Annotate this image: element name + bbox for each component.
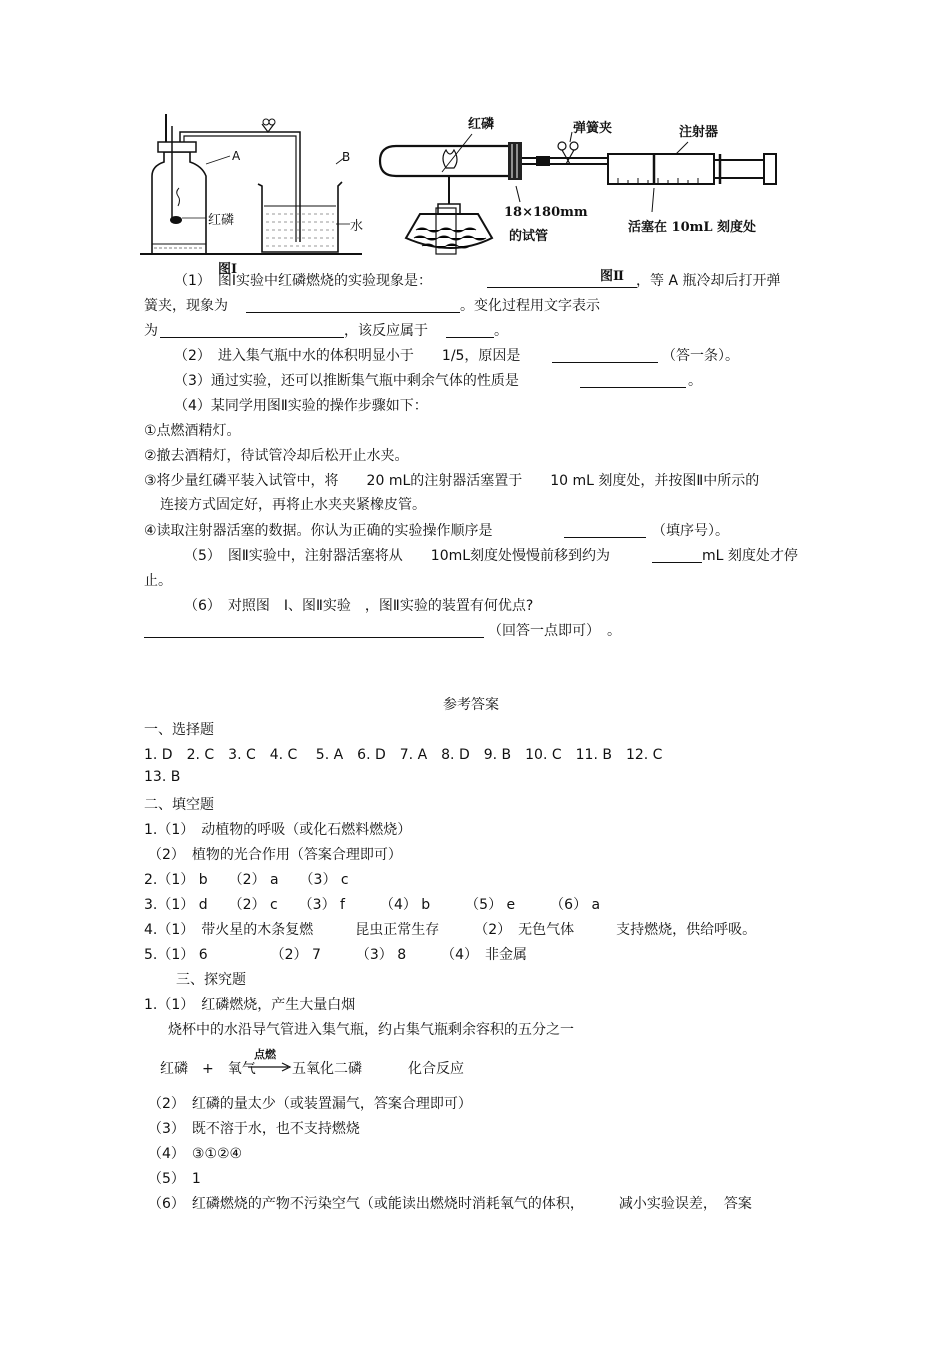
step-4a: ④读取注射器活塞的数据。你认为正确的实验操作顺序是 <box>144 523 493 539</box>
fig1-caption: 图Ⅰ <box>218 262 238 277</box>
q4-blank[interactable] <box>564 523 646 538</box>
step-1: ①点燃酒精灯。 <box>144 423 241 439</box>
fig1-label-phosphorus: 红磷 <box>208 213 235 228</box>
q1-text-e: 为 <box>144 323 158 339</box>
answers-title: 参考答案 <box>443 697 499 713</box>
q4-intro: （4）某同学用图Ⅱ实验的操作步骤如下： <box>174 398 428 414</box>
explore-3: （3） 既不溶于水，也不支持燃烧 <box>148 1121 360 1137</box>
q1-blank-2[interactable] <box>246 298 460 313</box>
section-fill: 二、填空题 <box>144 797 214 813</box>
q1-text-c: 簧夹，现象为 <box>144 298 228 314</box>
fill-2: 2.（1） b （2） a （3） c <box>144 872 349 888</box>
fig1-label-water: 水 <box>350 219 364 234</box>
q1-text-f: ，该反应属于 <box>344 323 428 339</box>
fig1-label-b: B <box>342 150 351 164</box>
q6-blank[interactable] <box>144 623 484 638</box>
section-explore: 三、探究题 <box>176 972 246 988</box>
q5-blank[interactable] <box>652 548 702 563</box>
equation-lhs: 红磷 + 氧气 <box>160 1061 256 1077</box>
q3-text-a: （3）通过实验，还可以推断集气瓶中剩余气体的性质是 <box>174 373 519 389</box>
q3-blank[interactable] <box>580 373 686 388</box>
equation-condition: 点燃 <box>254 1048 276 1061</box>
q2-blank[interactable] <box>552 348 658 363</box>
explore-1b: 烧杯中的水沿导气管进入集气瓶，约占集气瓶剩余容积的五分之一 <box>168 1022 574 1038</box>
equation-rhs: 五氧化二磷 <box>292 1061 362 1077</box>
step-3a: ③将少量红磷平装入试管中，将 20 mL的注射器活塞置于 10 mL 刻度处，并按图Ⅱ中所示的 <box>144 473 760 489</box>
q1-text-a: （1） 图Ⅰ实验中红磷燃烧的实验现象是： <box>174 273 433 289</box>
explore-1: 1.（1） 红磷燃烧，产生大量白烟 <box>144 997 356 1013</box>
fig1-label-a: A <box>232 149 241 163</box>
fill-5: 5.（1） 6 （2） 7 （3） 8 （4） 非金属 <box>144 947 528 963</box>
section-mc: 一、选择题 <box>144 722 214 738</box>
figure-1-apparatus <box>140 106 365 278</box>
fig2-label-tube: 的试管 <box>509 229 549 244</box>
q6-text-a: （6） 对照图 Ⅰ、图Ⅱ实验 ，图Ⅱ实验的装置有何优点? <box>184 598 534 614</box>
mc-answers-1: 1. D 2. C 3. C 4. C 5. A 6. D 7. A 8. D 9. B 10. C 11. B 12. C <box>144 747 663 763</box>
q1-text-d: 。变化过程用文字表示 <box>460 298 600 314</box>
q1-blank-4[interactable] <box>446 323 494 338</box>
q1-text-b: ，等 A 瓶冷却后打开弹 <box>636 273 781 289</box>
q5-text-c: 止。 <box>144 573 172 589</box>
fig2-label-piston: 活塞在 10mL 刻度处 <box>628 220 757 235</box>
fill-1b: （2） 植物的光合作用（答案合理即可） <box>148 847 402 863</box>
fig2-label-syringe: 注射器 <box>679 125 719 140</box>
q2-text-a: （2） 进入集气瓶中水的体积明显小于 1/5，原因是 <box>174 348 521 364</box>
step-4b: （填序号）。 <box>652 523 729 539</box>
equation-arrow <box>248 1062 292 1072</box>
q3-text-b: 。 <box>688 373 702 389</box>
fill-1a: 1.（1） 动植物的呼吸（或化石燃料燃烧） <box>144 822 412 838</box>
q6-text-b: （回答一点即可） 。 <box>488 623 621 639</box>
q1-blank-1[interactable] <box>487 273 637 288</box>
fig2-label-phosphorus: 红磷 <box>468 117 495 132</box>
q1-text-g: 。 <box>494 323 508 339</box>
q5-text-b: mL 刻度处才停 <box>702 548 798 564</box>
explore-5: （5） 1 <box>148 1171 201 1187</box>
explore-4: （4） ③①②④ <box>148 1146 243 1162</box>
fig2-caption: 图Ⅱ <box>600 269 624 284</box>
equation-type: 化合反应 <box>408 1061 464 1077</box>
fill-4: 4.（1） 带火星的木条复燃 昆虫正常生存 （2） 无色气体 支持燃烧，供给呼吸。 <box>144 922 757 938</box>
fill-3: 3.（1） d （2） c （3） f （4） b （5） e （6） a <box>144 897 601 913</box>
step-2: ②撤去酒精灯，待试管冷却后松开止水夹。 <box>144 448 409 464</box>
fig2-label-tube-size: 18×180mm <box>504 205 588 220</box>
q1-blank-3[interactable] <box>160 323 344 338</box>
step-3b: 连接方式固定好，再将止水夹夹紧橡皮管。 <box>160 497 426 513</box>
mc-answers-2: 13. B <box>144 769 181 785</box>
explore-6: （6） 红磷燃烧的产物不污染空气（或能读出燃烧时消耗氧气的体积， 减小实验误差， 答案 <box>148 1196 752 1212</box>
fig2-label-clip: 弹簧夹 <box>573 121 613 136</box>
q5-text-a: （5） 图Ⅱ实验中，注射器活塞将从 10mL刻度处慢慢前移到约为 <box>184 548 611 564</box>
explore-2: （2） 红磷的量太少（或装置漏气，答案合理即可） <box>148 1096 472 1112</box>
q2-text-b: （答一条）。 <box>662 348 739 364</box>
